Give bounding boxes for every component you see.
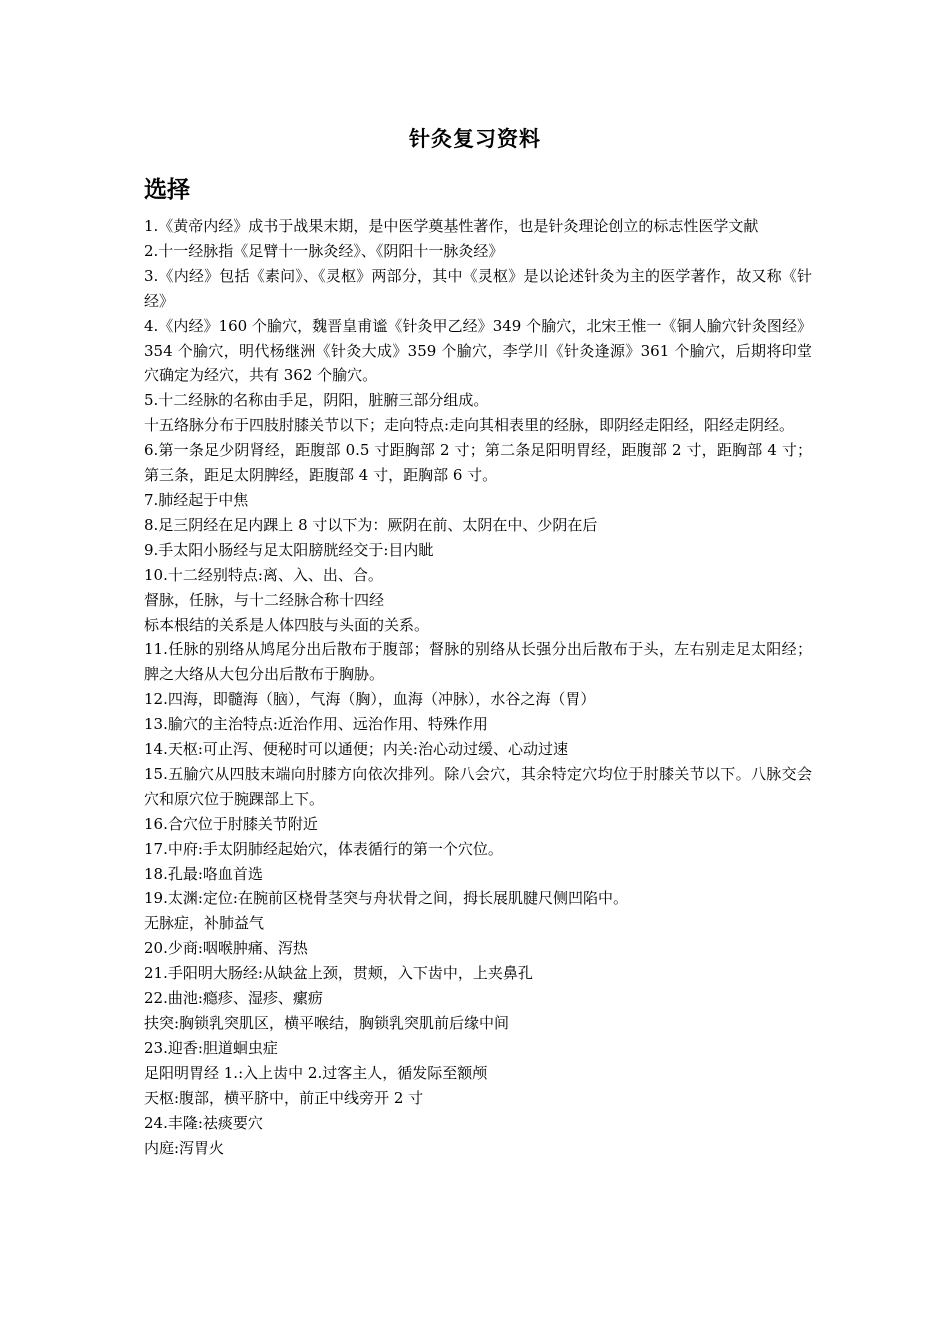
paragraph: 24.丰隆:祛痰要穴 xyxy=(144,1113,263,1132)
paragraph: 11.任脉的别络从鸠尾分出后散布于腹部；督脉的别络从长强分出后散布于头，左右别走足太阳经；脾之大络从大包分出后散布于胸胁。 xyxy=(144,640,812,684)
paragraph: 十五络脉分布于四肢肘膝关节以下；走向特点:走向其相表里的经脉，即阴经走阳经，阳经走阴经。 xyxy=(144,416,795,435)
paragraph: 13.腧穴的主治特点:近治作用、远治作用、特殊作用 xyxy=(144,715,488,734)
paragraph: 6.第一条足少阴肾经，距腹部 0.5 寸距胸部 2 寸；第二条足阳明胃经，距腹部 2 寸，距胸部 4 寸；第三条，距足太阴脾经，距腹部 4 寸，距胸部 6 寸。 xyxy=(144,441,812,485)
paragraph: 17.中府:手太阴肺经起始穴，体表循行的第一个穴位。 xyxy=(144,839,503,858)
paragraph: 扶突:胸锁乳突肌区，横平喉结，胸锁乳突肌前后缘中间 xyxy=(144,1014,510,1032)
paragraph: 14.天枢:可止泻、便秘时可以通便；内关:治心动过缓、心动过速 xyxy=(144,740,568,759)
paragraph: 20.少商:咽喉肿痛、泻热 xyxy=(144,939,308,958)
paragraph: 18.孔最:咯血首选 xyxy=(144,864,263,883)
paragraph: 16.合穴位于肘膝关节附近 xyxy=(144,814,318,833)
paragraph: 23.迎香:胆道蛔虫症 xyxy=(144,1038,278,1057)
paragraph: 22.曲池:瘾疹、湿疹、瘰疬 xyxy=(144,989,323,1008)
paragraph: 12.四海，即髓海（脑），气海（胸），血海（冲脉），水谷之海（胃） xyxy=(144,690,596,709)
paragraph: 9.手太阳小肠经与足太阳膀胱经交于:目内眦 xyxy=(144,540,434,559)
paragraph: 督脉，任脉，与十二经脉合称十四经 xyxy=(144,590,385,609)
section-heading: 选择 xyxy=(144,176,190,203)
paragraph: 天枢:腹部，横平脐中，前正中线旁开 2 寸 xyxy=(144,1088,424,1107)
paragraph: 内庭:泻胃火 xyxy=(144,1138,225,1157)
paragraph: 标本根结的关系是人体四肢与头面的关系。 xyxy=(144,615,430,634)
paragraph: 4.《内经》160 个腧穴，魏晋皇甫谧《针灸甲乙经》349 个腧穴，北宋王惟一《铜人腧穴针灸图经》354 个腧穴，明代杨继洲《针灸大成》359 个腧穴，李学川《针灸逢源》361 个腧穴，后期将印堂穴确定为经穴，共有 362 个腧穴。 xyxy=(144,316,812,385)
paragraph: 5.十二经脉的名称由手足，阴阳，脏腑三部分组成。 xyxy=(144,391,489,410)
document-body xyxy=(144,214,812,1160)
paragraph: 2.十一经脉指《足臂十一脉灸经》、《阴阳十一脉灸经》 xyxy=(144,241,504,260)
paragraph: 无脉症，补肺益气 xyxy=(144,914,265,933)
paragraph: 1.《黄帝内经》成书于战果末期，是中医学奠基性著作，也是针灸理论创立的标志性医学文献 xyxy=(144,217,759,235)
paragraph: 3.《内经》包括《素问》、《灵枢》两部分，其中《灵枢》是以论述针灸为主的医学著作，故又称《针经》 xyxy=(144,266,812,310)
paragraph: 足阳明胃经 1.:入上齿中 2.过客主人，循发际至额颅 xyxy=(144,1063,488,1082)
paragraph: 7.肺经起于中焦 xyxy=(144,490,249,509)
paragraph: 19.太渊:定位:在腕前区桡骨茎突与舟状骨之间，拇长展肌腱尺侧凹陷中。 xyxy=(144,889,628,908)
paragraph: 8.足三阴经在足内踝上 8 寸以下为：厥阴在前、太阴在中、少阴在后 xyxy=(144,515,598,534)
paragraph: 21.手阳明大肠经:从缺盆上颈，贯颊，入下齿中，上夹鼻孔 xyxy=(144,964,533,983)
document-title: 针灸复习资料 xyxy=(409,126,541,151)
paragraph: 15.五腧穴从四肢末端向肘膝方向依次排列。除八会穴，其余特定穴均位于肘膝关节以下。八脉交会穴和原穴位于腕踝部上下。 xyxy=(144,764,812,808)
paragraph: 10.十二经别特点:离、入、出、合。 xyxy=(144,565,383,584)
